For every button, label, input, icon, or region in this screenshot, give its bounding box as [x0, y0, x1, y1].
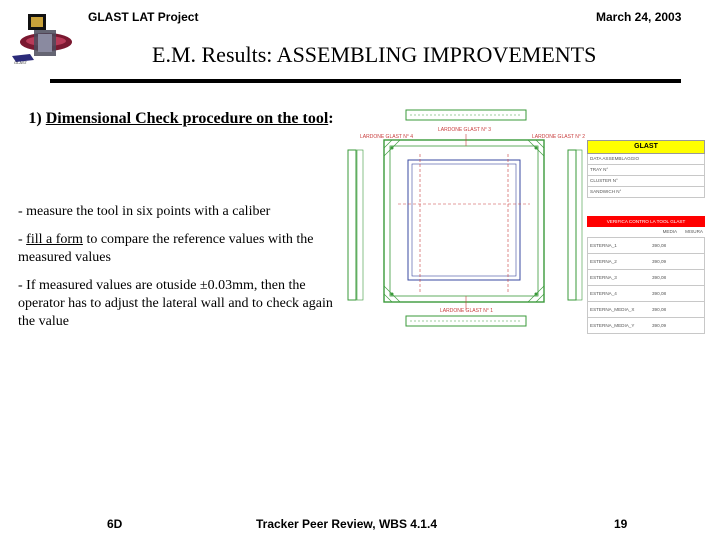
measure-label: ESTERNA_3	[590, 275, 617, 280]
form-measure-row	[587, 318, 705, 334]
measure-label: ESTERNA_MEDIA_Y	[590, 323, 635, 328]
form-measure-row	[587, 270, 705, 286]
measure-label: ESTERNA_2	[590, 259, 617, 264]
form-measure-rows	[587, 238, 705, 334]
heading-colon: :	[328, 110, 334, 127]
bullet-measure: - measure the tool in six points with a caliber	[18, 204, 271, 219]
label-lardone-3: LARDONE GLAST N° 3	[438, 127, 492, 133]
tool-drawing	[346, 104, 586, 340]
bullet2-prefix: -	[18, 232, 27, 247]
measure-value: 390,08	[652, 243, 667, 248]
label-lardone-2: LARDONE GLAST N° 2	[532, 134, 586, 140]
form-info-row: SANDWICH N°	[588, 187, 704, 198]
form-section-header: VERIFICA CONTRO LA TOOL GLAST	[587, 216, 705, 227]
svg-text:GLAST: GLAST	[14, 60, 28, 65]
measure-value: 390,09	[652, 323, 667, 328]
measure-label: ESTERNA_MEDIA_X	[590, 307, 635, 312]
page-number: 19	[614, 517, 628, 531]
bullet-tolerance: - If measured values are otuside ±0.03mm, then the operator has to adjust the lateral wall and to check again the value	[18, 278, 333, 329]
form-measure-row	[587, 302, 705, 318]
fill-a-form-text: fill a form	[26, 232, 83, 247]
label-lardone-4: LARDONE GLAST N° 4	[360, 134, 414, 140]
bullet-form	[18, 231, 348, 267]
glast-logo	[10, 10, 74, 66]
form-title: GLAST	[587, 140, 705, 154]
bullet2-rest: to compare the reference values with the measured values	[18, 232, 314, 265]
section-heading	[20, 108, 342, 129]
label-lardone-1: LARDONE GLAST N° 1	[440, 308, 494, 314]
measure-label: ESTERNA_1	[590, 243, 617, 248]
form-info-rows	[587, 154, 705, 198]
form-measure-row	[587, 286, 705, 302]
footer-left: 6D	[107, 517, 123, 531]
measure-value: 390,09	[652, 259, 667, 264]
measure-value: 390,08	[652, 291, 667, 296]
slide-title: E.M. Results: ASSEMBLING IMPROVEMENTS	[152, 42, 597, 67]
project-name: GLAST LAT Project	[88, 10, 199, 24]
col-misura: MISURA	[685, 229, 703, 234]
measure-value: 390,08	[652, 275, 667, 280]
heading-number: 1)	[28, 110, 42, 127]
dimensional-check-form	[587, 140, 705, 334]
measure-label: ESTERNA_4	[590, 291, 617, 296]
form-info-row: DATA ASSEMBLAGGIO	[588, 154, 704, 165]
form-info-row: CLUSTER N°	[588, 176, 704, 187]
form-info-row: TRAY N°	[588, 165, 704, 176]
title-divider	[50, 79, 681, 83]
form-columns-header	[587, 227, 705, 238]
col-media: MEDIA	[662, 229, 678, 234]
form-measure-row	[587, 254, 705, 270]
form-measure-row	[587, 238, 705, 254]
date-label: March 24, 2003	[596, 10, 682, 24]
measure-value: 390,08	[652, 307, 667, 312]
heading-text: Dimensional Check procedure on the tool	[45, 110, 329, 127]
footer-center: Tracker Peer Review, WBS 4.1.4	[256, 517, 437, 531]
